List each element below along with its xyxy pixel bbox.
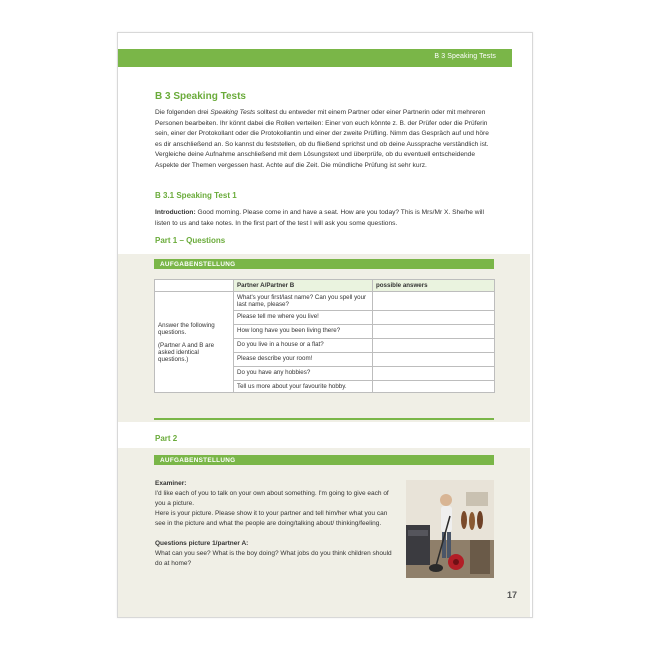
question-cell: What's your first/last name? Can you spell your last name, please? [234,292,373,311]
question-cell: Please tell me where you live! [234,311,373,325]
question-cell: Tell us more about your favourite hobby. [234,381,373,393]
questions-text: What can you see? What is the boy doing? What jobs do you think children should do at home? [155,550,392,567]
instruction-cell [155,292,234,393]
photo-illustration [406,480,494,578]
table-header-answers: possible answers [373,280,495,292]
section-header-label: B 3 Speaking Tests [434,53,496,60]
section-header-bar [118,49,512,67]
questions-label: Questions picture 1/partner A: [155,540,249,547]
part1-task-bar [154,259,494,269]
question-cell: Do you have any hobbies? [234,367,373,381]
table-header-row [155,280,495,292]
answer-cell [373,325,495,339]
table-header-empty [155,280,234,292]
part2-task-label: AUFGABENSTELLUNG [160,456,236,464]
instruction-text: Answer the following questions. [158,321,215,336]
section-intro [155,108,497,172]
part1-task-label: AUFGABENSTELLUNG [160,260,236,268]
picture-boy-vacuuming [406,480,494,578]
introduction-text: Good morning. Please come in and have a seat. How are you today? This is Mrs/Mr X. She/he will listen to us and take notes. In the first part of the test I will ask you some questions. [155,209,484,227]
question-cell: Please describe your room! [234,353,373,367]
part1-divider [154,418,494,420]
examiner-text: I'd like each of you to talk on your own about something. I'm going to give each of you a picture. [155,490,389,507]
intro-text-italic: Speaking Tests [210,109,256,116]
question-cell: Do you live in a house or a flat? [234,339,373,353]
answer-cell [373,367,495,381]
table-header-partner: Partner A/Partner B [234,280,373,292]
document-page [117,32,533,618]
answer-cell [373,292,495,311]
part2-task-bar [154,455,494,465]
page-number: 17 [507,590,518,600]
question-cell: How long have you been living there? [234,325,373,339]
part2-title: Part 2 [155,434,178,443]
intro-text-start: Die folgenden drei [155,109,211,116]
answer-cell [373,311,495,325]
introduction-label: Introduction: [155,209,196,216]
intro-text-rest: solltest du entweder mit einem Partner oder einer Partnerin oder mit mehreren Personen bearbeiten. Ihr könnt dabei die Rollen verteilen: Einer von euch könnte z. B. der Prüfer oder die Prüferin sein, einer der Protokollant oder die Protokollantin und einer der zweite Prüfling. Nimm das Gespräch auf und höre es dir anschließend an. So kannst du feststellen, ob du fließend sprichst und ob deine Aussprache verständlich ist. Vergleiche deine Aufnahme anschließend mit dem Lösungstext und überprüfe, ob du eventuell entscheidende Aspekte der Themen vergessen hast. Achte auf die Zeit. Die mündliche Prüfung ist sehr kurz. [155,109,489,169]
examiner-block [155,479,399,569]
part1-title: Part 1 – Questions [155,236,226,245]
instruction-note: (Partner A and B are asked identical questions.) [158,341,215,363]
test-introduction [155,208,495,229]
examiner-label: Examiner: [155,480,187,487]
subsection-title: B 3.1 Speaking Test 1 [155,191,237,200]
questions-table [154,279,495,393]
answer-cell [373,353,495,367]
answer-cell [373,381,495,393]
examiner-text-2: Here is your picture. Please show it to your partner and tell him/her what you can see in the picture and what the people are doing/talking about/ thinking/feeling. [155,510,388,527]
answer-cell [373,339,495,353]
section-title: B 3 Speaking Tests [155,91,246,102]
table-row [155,292,495,311]
